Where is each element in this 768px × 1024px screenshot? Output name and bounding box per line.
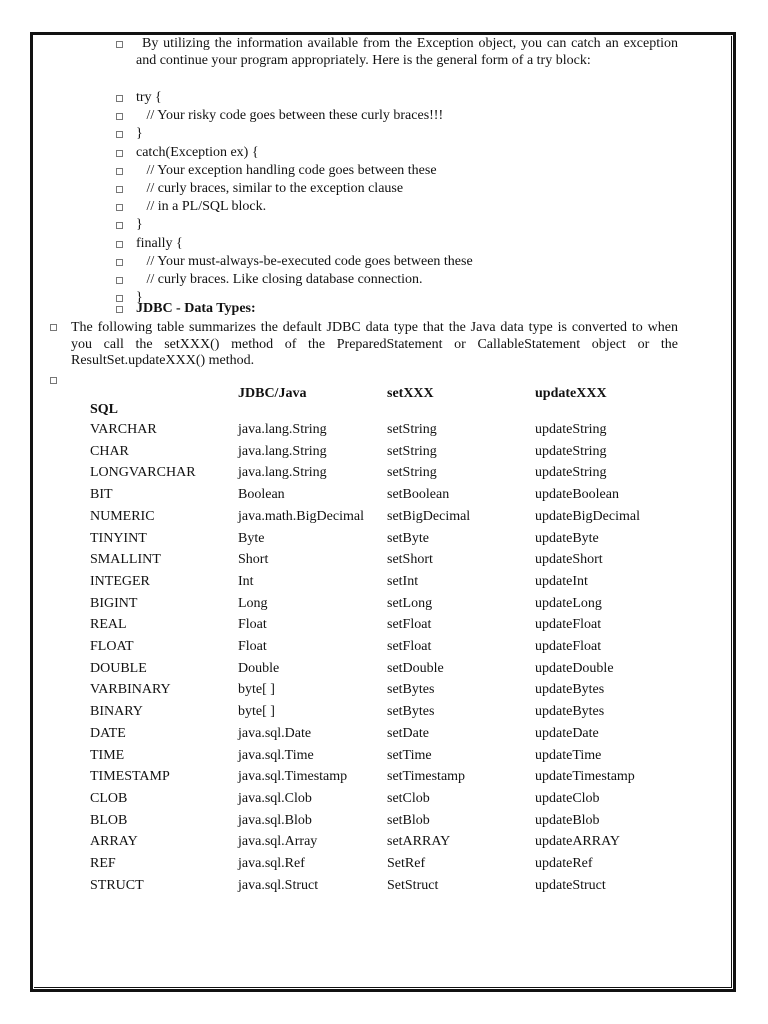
cell-setter: setClob [387, 790, 430, 806]
cell-sql-type: NUMERIC [90, 508, 155, 524]
cell-setter: setLong [387, 595, 433, 611]
cell-updater: updateBlob [535, 812, 600, 828]
cell-sql-type: SMALLINT [90, 552, 161, 568]
cell-updater: updateFloat [535, 639, 602, 654]
cell-java-type: byte[ ] [238, 682, 275, 698]
section-heading: JDBC - Data Types: [136, 301, 256, 316]
cell-setter: setInt [387, 573, 419, 589]
cell-java-type: java.sql.Timestamp [238, 769, 348, 785]
cell-sql-type: FLOAT [90, 639, 134, 654]
cell-sql-type: VARCHAR [90, 422, 157, 437]
cell-java-type: byte[ ] [238, 704, 275, 720]
bullet-box-icon [116, 150, 123, 157]
cell-setter: setBlob [387, 812, 430, 828]
bullet-box-icon [116, 295, 123, 302]
code-line: // curly braces, similar to the exception clause [136, 181, 404, 196]
cell-setter: setString [387, 443, 437, 459]
cell-updater: updateBigDecimal [535, 508, 640, 524]
cell-sql-type: BIT [90, 487, 113, 503]
bullet-box-icon [116, 222, 123, 229]
code-line: // Your exception handling code goes between these [136, 162, 437, 178]
cell-setter: setString [387, 465, 437, 481]
cell-setter: setARRAY [387, 834, 451, 850]
cell-sql-type: CLOB [90, 790, 128, 806]
cell-setter: SetStruct [387, 877, 439, 893]
cell-java-type: Float [238, 617, 267, 633]
cell-setter: setShort [387, 552, 433, 568]
cell-updater: updateBytes [535, 682, 605, 698]
cell-java-type: java.math.BigDecimal [238, 508, 364, 524]
cell-updater: updateTimestamp [535, 769, 635, 785]
cell-updater: updateString [535, 443, 607, 459]
cell-updater: updateInt [535, 573, 588, 589]
cell-updater: updateBoolean [535, 487, 619, 503]
cell-setter: setBigDecimal [387, 508, 471, 524]
cell-java-type: java.lang.String [238, 443, 327, 459]
code-line: try { [136, 90, 162, 105]
cell-setter: setFloat [387, 639, 432, 654]
summary-paragraph: The following table summarizes the default JDBC data type that the Java data type is converted to when you call the setXXX() method of the PreparedStatement or CallableStatement object or the ResultSet.updateXXX() method. [71, 320, 678, 368]
cell-setter: setTimestamp [387, 769, 466, 785]
cell-sql-type: LONGVARCHAR [90, 465, 196, 481]
cell-setter: setDate [387, 725, 429, 741]
cell-updater: updateClob [535, 790, 600, 806]
cell-sql-type: TIME [90, 747, 125, 763]
header-sql: SQL [90, 402, 119, 417]
cell-updater: updateShort [535, 552, 603, 568]
bullet-box-icon [116, 306, 123, 313]
cell-updater: updateString [535, 422, 607, 437]
bullet-box-icon [116, 41, 123, 48]
cell-sql-type: REAL [90, 617, 127, 633]
code-line: // Your must-always-be-executed code goes between these [136, 253, 473, 269]
code-line: } [136, 217, 143, 233]
cell-sql-type: STRUCT [90, 877, 144, 893]
cell-updater: updateStruct [535, 877, 606, 893]
cell-updater: updateDate [535, 725, 599, 741]
bullet-box-icon [116, 259, 123, 266]
cell-java-type: Double [238, 660, 280, 676]
cell-updater: updateByte [535, 530, 599, 546]
cell-java-type: java.sql.Blob [238, 812, 312, 828]
cell-sql-type: CHAR [90, 443, 129, 459]
bullet-box-icon [116, 186, 123, 193]
cell-sql-type: ARRAY [90, 834, 138, 850]
bullet-box-icon [116, 241, 123, 248]
cell-setter: setString [387, 422, 437, 437]
cell-setter: setBytes [387, 704, 435, 720]
cell-java-type: java.lang.String [238, 465, 327, 481]
cell-sql-type: VARBINARY [90, 682, 171, 698]
cell-sql-type: INTEGER [90, 573, 150, 589]
code-line: catch(Exception ex) { [136, 144, 259, 160]
cell-java-type: java.sql.Time [238, 747, 314, 763]
cell-java-type: Long [238, 595, 268, 611]
cell-java-type: java.lang.String [238, 422, 327, 437]
bullet-box-icon [116, 204, 123, 211]
bullet-box-icon [116, 113, 123, 120]
cell-sql-type: DATE [90, 725, 126, 741]
code-line: // Your risky code goes between these curly braces!!! [136, 108, 444, 124]
cell-updater: updateString [535, 465, 607, 481]
header-updatexxx: updateXXX [535, 386, 607, 401]
bullet-box-icon [116, 168, 123, 175]
cell-sql-type: BLOB [90, 812, 128, 828]
cell-java-type: java.sql.Date [238, 725, 312, 741]
cell-setter: setTime [387, 747, 432, 763]
code-line: finally { [136, 235, 183, 251]
cell-updater: updateFloat [535, 617, 602, 633]
cell-java-type: Int [238, 573, 254, 589]
cell-sql-type: BINARY [90, 704, 143, 720]
cell-setter: setFloat [387, 617, 432, 633]
cell-updater: updateRef [535, 856, 593, 871]
cell-java-type: Short [238, 552, 269, 568]
bullet-box-icon [116, 131, 123, 138]
cell-updater: updateBytes [535, 704, 605, 720]
cell-sql-type: TIMESTAMP [90, 769, 170, 785]
cell-sql-type: BIGINT [90, 595, 138, 611]
bullet-box-icon [50, 324, 57, 331]
cell-sql-type: DOUBLE [90, 660, 147, 676]
cell-java-type: Boolean [238, 487, 285, 503]
code-line: // curly braces. Like closing database connection. [136, 272, 423, 287]
header-setxxx: setXXX [387, 386, 434, 401]
bullet-box-icon [50, 377, 57, 384]
cell-sql-type: REF [90, 856, 116, 871]
cell-java-type: java.sql.Array [238, 834, 318, 850]
code-line: // in a PL/SQL block. [136, 199, 267, 215]
code-line: } [136, 126, 143, 142]
cell-java-type: Float [238, 639, 267, 654]
cell-java-type: java.sql.Struct [238, 877, 319, 893]
cell-updater: updateLong [535, 595, 602, 611]
bullet-box-icon [116, 95, 123, 102]
cell-java-type: java.sql.Ref [238, 856, 305, 871]
cell-updater: updateTime [535, 747, 602, 763]
intro-paragraph: By utilizing the information available from the Exception object, you can catch an exception and continue your program appropriately. Here is the general form of a try block: [136, 36, 678, 68]
cell-setter: setBoolean [387, 487, 450, 503]
cell-setter: setDouble [387, 660, 444, 676]
cell-updater: updateDouble [535, 660, 614, 676]
cell-updater: updateARRAY [535, 834, 621, 850]
code-line: } [136, 290, 143, 306]
header-jdbc-java: JDBC/Java [238, 386, 307, 401]
bullet-box-icon [116, 277, 123, 284]
cell-sql-type: TINYINT [90, 530, 147, 546]
cell-java-type: java.sql.Clob [238, 790, 312, 806]
cell-setter: setBytes [387, 682, 435, 698]
cell-setter: SetRef [387, 856, 426, 871]
cell-java-type: Byte [238, 530, 265, 546]
cell-setter: setByte [387, 530, 429, 546]
